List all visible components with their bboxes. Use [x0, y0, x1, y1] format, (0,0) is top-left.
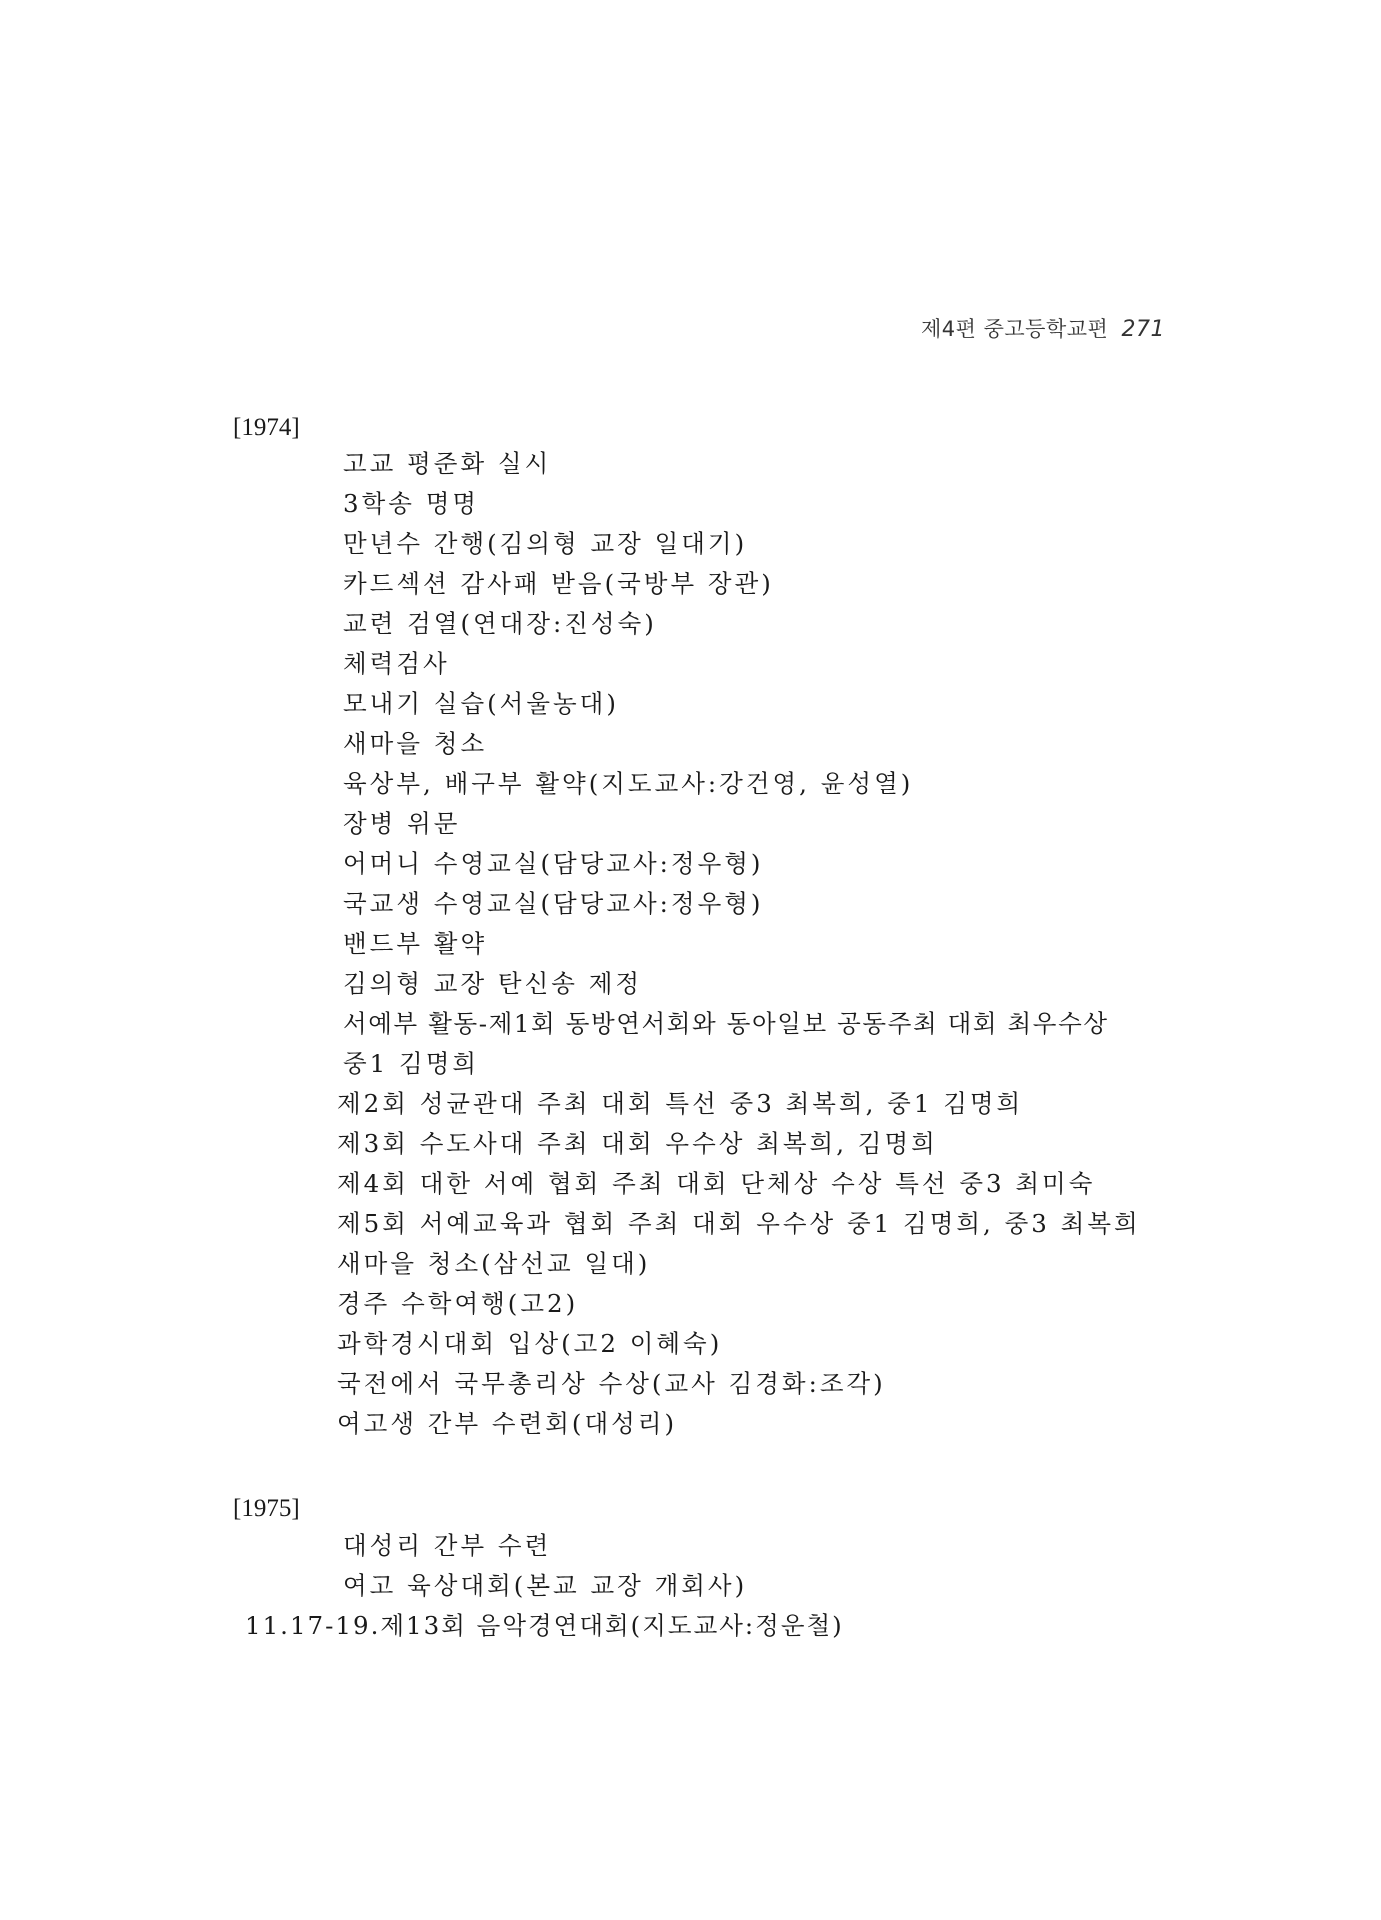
- list-item: 모내기 실습(서울농대): [343, 689, 619, 718]
- year-heading-1974: [1974]: [233, 414, 300, 441]
- list-item: 제4회 대한 서예 협회 주최 대회 단체상 수상 특선 중3 최미숙: [337, 1169, 1096, 1198]
- list-item: 경주 수학여행(고2): [337, 1289, 579, 1318]
- list-item: 제5회 서예교육과 협회 주최 대회 우수상 중1 김명희, 중3 최복희: [337, 1209, 1141, 1238]
- list-item: 중1 김명희: [343, 1049, 480, 1078]
- list-item: 11.17-19.제13회 음악경연대회(지도교사:정운철): [245, 1611, 844, 1640]
- list-item: 체력검사: [343, 649, 450, 678]
- list-item: 제2회 성균관대 주최 대회 특선 중3 최복희, 중1 김명희: [337, 1089, 1024, 1118]
- year-heading-1975: [1975]: [233, 1495, 300, 1522]
- list-item: 국교생 수영교실(담당교사:정우형): [343, 889, 764, 918]
- list-item: 육상부, 배구부 활약(지도교사:강건영, 윤성열): [343, 769, 914, 798]
- list-item: 과학경시대회 입상(고2 이혜숙): [337, 1329, 723, 1358]
- list-item: 만년수 간행(김의형 교장 일대기): [343, 529, 748, 558]
- list-item: 김의형 교장 탄신송 제정: [343, 969, 643, 998]
- list-item: 어머니 수영교실(담당교사:정우형): [343, 849, 764, 878]
- list-item: 새마을 청소(삼선교 일대): [337, 1249, 651, 1278]
- list-item: 제3회 수도사대 주최 대회 우수상 최복희, 김명희: [337, 1129, 938, 1158]
- list-item: 밴드부 활약: [343, 929, 488, 958]
- list-item: 카드섹션 감사패 받음(국방부 장관): [343, 569, 774, 598]
- list-item: 새마을 청소: [343, 729, 488, 758]
- list-item: 여고 육상대회(본교 교장 개회사): [343, 1571, 748, 1600]
- list-item: 3학송 명명: [343, 489, 480, 518]
- section-title: 제4편 중고등학교편: [920, 317, 1109, 341]
- page-header: [921, 313, 1165, 343]
- list-item: 서예부 활동-제1회 동방연서회와 동아일보 공동주최 대회 최우수상: [343, 1009, 1109, 1038]
- page-number: 271: [1121, 317, 1165, 342]
- list-item: 여고생 간부 수련회(대성리): [337, 1409, 678, 1438]
- list-item: 교련 검열(연대장:진성숙): [343, 609, 657, 638]
- list-item: 국전에서 국무총리상 수상(교사 김경화:조각): [337, 1369, 886, 1398]
- list-item: 장병 위문: [343, 809, 461, 838]
- list-item: 대성리 간부 수련: [343, 1531, 552, 1560]
- list-item: 고교 평준화 실시: [343, 449, 552, 478]
